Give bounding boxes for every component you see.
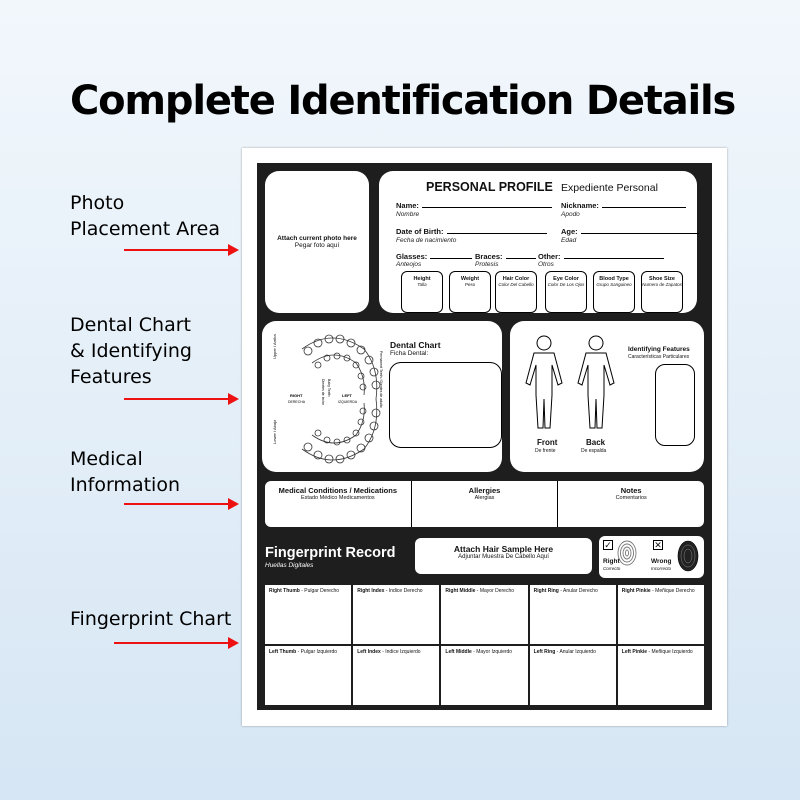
label-line: Fingerprint Chart xyxy=(70,608,232,630)
fp-cell-label-es: Pulgar Izquierdo xyxy=(300,649,338,655)
fp-cell-left-thumb: Left Thumb - Pulgar Izquierdo xyxy=(265,646,351,705)
label-photo-area xyxy=(70,190,220,242)
dob-label: Date of Birth: xyxy=(396,227,444,236)
teeth-diagram xyxy=(272,329,384,469)
fingerprint-subtitle: Huellas Digitales xyxy=(265,562,314,569)
lower-label: Lower / Abajo xyxy=(272,419,277,444)
fp-cell-label: Left Index xyxy=(357,649,381,655)
glasses-label-es: Anteojos xyxy=(396,261,422,268)
arrow-dental xyxy=(124,393,239,405)
label-dental-features xyxy=(70,312,192,390)
allergies-label: Allergies xyxy=(468,486,501,495)
label-line: Photo xyxy=(70,192,125,214)
other-label: Other: xyxy=(538,252,561,261)
features-title: Identifying Features xyxy=(628,346,690,353)
label-fingerprint xyxy=(70,606,231,632)
right-label-es: DERECHA xyxy=(288,400,306,404)
height-box xyxy=(401,271,443,313)
tooth-icons xyxy=(304,335,380,463)
permanent-teeth-label: Permanent Teeth / Dientes de adulto xyxy=(379,351,383,408)
features-notes-box xyxy=(655,364,695,446)
fp-cell-label: Left Pinkie xyxy=(621,649,648,655)
notes-col xyxy=(558,481,704,527)
photo-label: Attach current photo here xyxy=(277,235,357,242)
medical-information xyxy=(265,481,704,527)
profile-subtitle: Expediente Personal xyxy=(561,182,658,194)
glasses-label: Glasses: xyxy=(396,252,428,261)
shoe-size-box xyxy=(641,271,683,313)
box-sub: Grupo Sanguineo xyxy=(596,282,632,287)
right-wrong-example xyxy=(599,536,704,578)
fp-cell-label: Left Middle xyxy=(445,649,472,655)
fingerprint-title: Fingerprint Record xyxy=(265,545,396,561)
arrow-photo xyxy=(124,244,239,256)
photo-placement-area xyxy=(265,171,369,313)
fp-cell-label-es: Mayor Derecho xyxy=(479,588,515,594)
medical-conditions-col xyxy=(265,481,412,527)
left-label: LEFT xyxy=(342,393,352,398)
fp-cell-right-middle: Right Middle - Mayor Derecho xyxy=(441,585,527,644)
allergies-sub: Alergias xyxy=(474,495,495,501)
dental-chart-panel xyxy=(262,321,502,472)
fp-cell-right-index: Right Index - Indice Derecho xyxy=(353,585,439,644)
label-line: Dental Chart xyxy=(70,314,191,336)
hair-label-es: Adjuntar Muestra De Cabello Aquí xyxy=(458,554,549,560)
front-label: Front xyxy=(537,438,558,447)
label-line: Features xyxy=(70,366,152,388)
nickname-field xyxy=(561,201,686,210)
back-label-es: De espalda xyxy=(581,448,607,454)
box-label: Eye Color xyxy=(553,276,579,282)
id-form-sheet xyxy=(242,148,727,726)
fp-cell-right-ring: Right Ring - Anular Derecho xyxy=(530,585,616,644)
fp-cell-left-ring: Left Ring - Anular Izquierdo xyxy=(530,646,616,705)
fp-cell-label: Right Index xyxy=(357,588,385,594)
body-outline-icon xyxy=(516,333,626,433)
back-label: Back xyxy=(586,438,606,447)
box-label: Hair Color xyxy=(502,276,530,282)
other-label-es: Otros xyxy=(538,261,554,268)
form-frame xyxy=(257,163,712,710)
personal-profile xyxy=(379,171,697,313)
nickname-label-es: Apodo xyxy=(561,211,580,218)
hair-sample-box xyxy=(415,538,592,574)
notes-label: Notes xyxy=(620,486,642,495)
wrong-label-es: Incorrecto xyxy=(651,566,672,571)
braces-label: Braces: xyxy=(475,252,503,261)
fp-cell-label: Right Pinkie xyxy=(621,588,651,594)
profile-title: PERSONAL PROFILE xyxy=(426,180,553,194)
box-sub: Numero de Zapatos xyxy=(642,282,682,287)
age-label-es: Edad xyxy=(561,237,577,244)
box-label: Shoe Size xyxy=(649,276,675,282)
fp-cell-label: Right Ring xyxy=(533,588,559,594)
other-field xyxy=(538,252,664,261)
fp-cell-left-index: Left Index - Indice Izquierdo xyxy=(353,646,439,705)
headline: Complete Identification Details xyxy=(70,78,736,124)
box-sub: Color Del Cabello xyxy=(498,282,534,287)
label-line: Placement Area xyxy=(70,218,220,240)
fp-cell-label-es: Anular Derecho xyxy=(563,588,598,594)
medical-label: Medical Conditions / Medications xyxy=(278,486,398,495)
features-subtitle: Características Particulares xyxy=(628,354,690,360)
fp-cell-label: Right Middle xyxy=(445,588,476,594)
notes-sub: Comentarios xyxy=(615,495,647,501)
eye-color-box xyxy=(545,271,587,313)
fp-cell-left-middle: Left Middle - Mayor Izquierdo xyxy=(441,646,527,705)
label-medical xyxy=(70,446,180,498)
name-field xyxy=(396,201,552,210)
fp-cell-label-es: Anular Izquierdo xyxy=(559,649,596,655)
fp-cell-label: Right Thumb xyxy=(269,588,300,594)
age-field xyxy=(561,227,699,236)
dental-subtitle: Ficha Dental: xyxy=(390,350,429,357)
label-line: Information xyxy=(70,474,180,496)
fingerprint-dark-icon xyxy=(677,539,699,573)
fp-cell-label: Left Thumb xyxy=(269,649,297,655)
box-sub: Talla xyxy=(417,282,427,287)
fp-cell-label-es: Meñique Derecho xyxy=(655,588,695,594)
dental-title: Dental Chart xyxy=(390,340,441,350)
baby-teeth-label: Baby Teeth xyxy=(327,379,331,397)
arrow-fingerprint xyxy=(114,637,239,649)
fp-cell-label-es: Pulgar Derecho xyxy=(304,588,340,594)
fp-cell-label-es: Indice Izquierdo xyxy=(385,649,421,655)
box-label: Blood Type xyxy=(599,276,629,282)
medical-sub: Estado Médico Medicamentos xyxy=(300,495,375,501)
weight-box xyxy=(449,271,491,313)
fp-cell-right-thumb: Right Thumb - Pulgar Derecho xyxy=(265,585,351,644)
right-label-es: Correcto xyxy=(603,566,621,571)
box-label: Weight xyxy=(460,276,480,282)
hair-label: Attach Hair Sample Here xyxy=(453,544,554,554)
fp-cell-right-pinkie: Right Pinkie - Meñique Derecho xyxy=(618,585,704,644)
box-sub: Peso xyxy=(464,282,476,287)
baby-teeth-label-es: Dientes de leche xyxy=(321,379,325,406)
right-label: RIGHT xyxy=(290,393,303,398)
fp-cell-label-es: Mayor Izquierdo xyxy=(476,649,513,655)
photo-label-es: Pegar foto aquí xyxy=(294,242,340,249)
box-label: Height xyxy=(413,276,431,282)
hair-color-box xyxy=(495,271,537,313)
wrong-label: Wrong xyxy=(651,558,672,565)
x-mark-icon: ✕ xyxy=(654,540,662,550)
fp-cell-left-pinkie: Left Pinkie - Meñique Izquierdo xyxy=(618,646,704,705)
dental-notes-box xyxy=(389,362,502,448)
right-label: Right xyxy=(603,558,620,565)
dob-field xyxy=(396,227,547,236)
name-label-es: Nombre xyxy=(396,211,420,218)
fp-cell-label-es: Meñique Izquierdo xyxy=(651,649,693,655)
upper-label: Upper / Arriba xyxy=(272,334,277,359)
age-label: Age: xyxy=(561,227,578,236)
arrow-medical xyxy=(124,498,239,510)
fp-cell-label-es: Indice Derecho xyxy=(388,588,423,594)
label-line: & Identifying xyxy=(70,340,192,362)
name-label: Name: xyxy=(396,201,419,210)
glasses-field xyxy=(396,252,472,261)
label-line: Medical xyxy=(70,448,143,470)
identifying-features-panel xyxy=(510,321,704,472)
braces-label-es: Protesis xyxy=(475,261,499,268)
checkmark-icon: ✓ xyxy=(604,540,612,550)
blood-type-box xyxy=(593,271,635,313)
nickname-label: Nickname: xyxy=(561,201,599,210)
front-label-es: De frente xyxy=(535,448,556,454)
fp-cell-label: Left Ring xyxy=(533,649,556,655)
dob-label-es: Fecha de nacimiento xyxy=(396,237,457,244)
box-sub: Color De Los Ojos xyxy=(547,282,585,287)
allergies-col xyxy=(412,481,559,527)
left-label-es: IZQUIERDA xyxy=(338,400,358,404)
fingerprint-grid xyxy=(265,585,704,705)
braces-field xyxy=(475,252,536,261)
